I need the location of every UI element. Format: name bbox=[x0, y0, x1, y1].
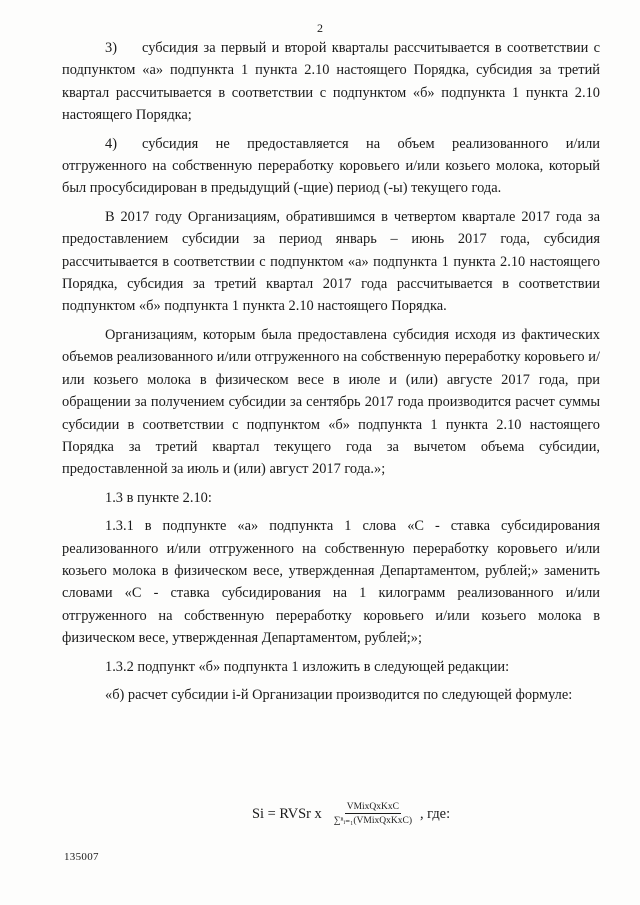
paragraph-text: субсидия за первый и второй кварталы рассчитывается в соответствии с подпунктом «а» подпункта 1 пункта 2.10 настоящего Порядка, субсидия за третий квартал рассчитывается в соответствии с подпунктом «б» подпункта 1 пункта 2.10 настоящего Порядка; bbox=[62, 40, 600, 124]
paragraph-2017-organizations: В 2017 году Организациям, обратившимся в четвертом квартале 2017 года за предоставлением субсидии за период январь – июнь 2017 года, субсидия рассчитывается в соответствии с подпунктом «а» подпункта 1 пункта 2.10 настоящего Порядка, субсидия за третий квартал 2017 года рассчитывается в соответствии подпунктом «б» подпункта 1 пункта 2.10 настоящего Порядка. bbox=[62, 208, 600, 315]
formula-denominator: ∑ⁿᵢ₌₁(VMixQxKxC) bbox=[333, 816, 412, 826]
document-code: 135007 bbox=[64, 851, 99, 863]
page-number: 2 bbox=[317, 21, 323, 35]
formula-numerator: VMixQxKxC bbox=[346, 802, 399, 812]
paragraph-1-3: 1.3 в пункте 2.10: bbox=[105, 489, 212, 506]
list-number: 4) bbox=[105, 135, 117, 152]
paragraph-1-3-2: 1.3.2 подпункт «б» подпункта 1 изложить в следующей редакции: bbox=[105, 658, 510, 675]
paragraph-july-august: Организациям, которым была предоставлена субсидия исходя из фактических объемов реализованного и/или отгруженного на собственную переработку коровьего и/или козьего молока в физическом весе в июле и (или) августе 2017 года, при обращении за получением субсидии за сентябрь 2017 года производится расчет суммы субсидии в соответствии с подпунктом «б» подпункта 1 пункта 2.10 настоящего Порядка за третий квартал текущего года за вычетом объема субсидии, предоставленной за июль и (или) август 2017 года.»; bbox=[62, 326, 600, 478]
paragraph-item-3 bbox=[62, 37, 600, 127]
subsidy-formula bbox=[252, 801, 450, 827]
paragraph-1-3-1: 1.3.1 в подпункте «а» подпункта 1 слова «С - ставка субсидирования реализованного и/или отгруженного на собственную переработку коровьего и/или козьего молока в физическом весе, утвержденная Департаментом, рублей;» заменить словами «С - ставка субсидирования на 1 килограмм реализованного и/или отгруженного на собственную переработку коровьего и/или козьего молока в физическом весе, утвержденная Департаментом, рублей;»; bbox=[62, 518, 600, 647]
paragraph-item-4 bbox=[62, 133, 600, 200]
paragraph-formula-intro: «б) расчет субсидии i-й Организации производится по следующей формуле: bbox=[105, 686, 573, 703]
document-body bbox=[62, 37, 600, 712]
paragraph-text: субсидия не предоставляется на объем реализованного и/или отгруженного на собственную переработку коровьего и/или козьего молока, который был просубсидирован в предыдущий (-щие) период (-ы) текущего года. bbox=[62, 135, 600, 197]
formula-lhs: Si = RVSr x bbox=[252, 805, 322, 822]
formula-tail: , где: bbox=[419, 805, 451, 822]
list-number: 3) bbox=[105, 40, 117, 56]
formula-fraction bbox=[332, 801, 414, 827]
